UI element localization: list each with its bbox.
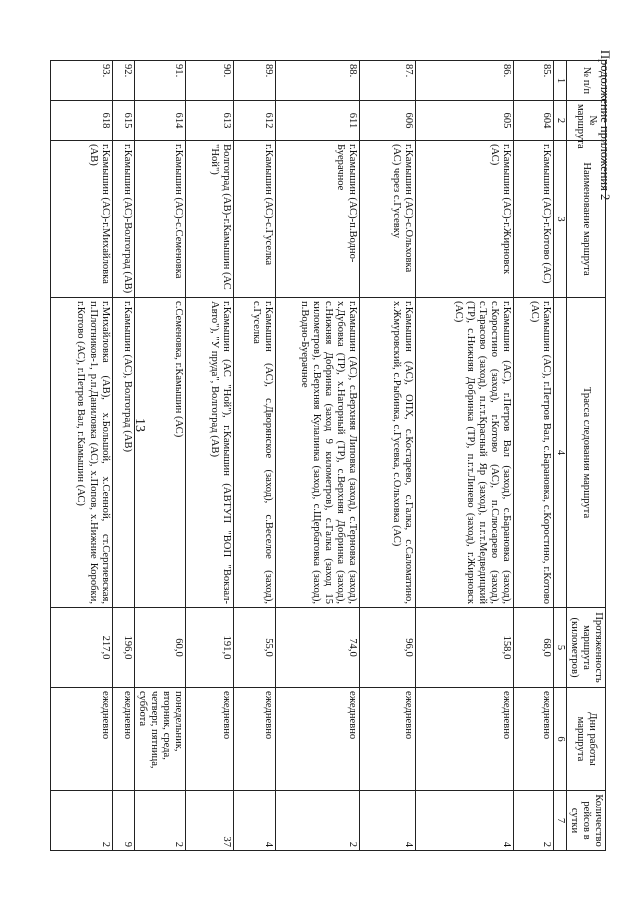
cell-trips: 9	[112, 791, 134, 851]
cell-days: ежедневно	[233, 688, 275, 791]
cell-path: г.Камышин (АС), с.Верхняя Липовка (заход), с.Терновка (заход), х.Дубовка (ТР), х.Нагорный (ТР), с.Верхняя Добринка (заход), с.Нижняя Добринка (заход 9 километров), с.Галка (заход 15 километров), с.Верхняя Кулалинка (заход), с.Щербатовка (заход), п.Водно-Буерачное	[275, 298, 359, 608]
cell-route: 606	[359, 101, 415, 141]
cell-days: ежедневно	[415, 688, 513, 791]
cell-n: 92.	[112, 61, 134, 101]
cell-path: г.Камышин (АС), ОПХ, с.Костарево, с.Галка, с.Саломатино, х.Жмуровский, с.Рыбинка, с.Гусевка, с.Ольховка (АС)	[359, 298, 415, 608]
cell-n: 87.	[359, 61, 415, 101]
rotated-table-container	[75, 60, 606, 850]
header-route: № маршрута	[566, 101, 605, 141]
cell-km: 158,0	[415, 608, 513, 688]
table-row	[112, 61, 134, 851]
cell-km: 60,0	[134, 608, 185, 688]
continuation-note: Продолжение приложения 2	[598, 50, 612, 201]
page-number: 13	[132, 418, 147, 432]
colnum-4: 4	[553, 298, 566, 608]
table-row	[50, 61, 112, 851]
table-row	[275, 61, 359, 851]
cell-days: ежедневно	[185, 688, 233, 791]
cell-trips: 4	[233, 791, 275, 851]
cell-trips: 2	[275, 791, 359, 851]
colnum-2: 2	[553, 101, 566, 141]
cell-n: 85.	[513, 61, 553, 101]
cell-route: 611	[275, 101, 359, 141]
cell-name: г.Камышин (АС)-г.Жирновск (АС)	[415, 141, 513, 298]
cell-route: 612	[233, 101, 275, 141]
cell-days: понедельник, вторник, среда, четверг, пятница, суббота	[134, 688, 185, 791]
table-row	[134, 61, 185, 851]
header-trips: Количество рейсов в сутки	[566, 791, 605, 851]
header-n: № п/п	[566, 61, 605, 101]
cell-name: г.Камышин (АС)-с.Ольховка (АС) через с.Гусевку	[359, 141, 415, 298]
routes-table	[50, 60, 606, 851]
cell-days: ежедневно	[112, 688, 134, 791]
colnum-7: 7	[553, 791, 566, 851]
cell-route: 604	[513, 101, 553, 141]
cell-name: г.Камышин (АС)-п.Водно-Буерачное	[275, 141, 359, 298]
cell-path: г.Камышин (АС "Ной"), г.Камышин (АВТУП "ВОП "Вокзал-Авто"), "У пруда", Волгоград (АВ)	[185, 298, 233, 608]
cell-name: г.Камышин (АС)-Волгоград (АВ)	[112, 141, 134, 298]
cell-n: 86.	[415, 61, 513, 101]
cell-name: Волгоград (АВ)-г.Камышин (АС "Ной")	[185, 141, 233, 298]
colnum-3: 3	[553, 141, 566, 298]
cell-trips: 37	[185, 791, 233, 851]
cell-trips: 4	[359, 791, 415, 851]
cell-path: г.Камышин (АС), г.Петров Вал, с.Барановка, с.Коростино, г.Котово (АС)	[513, 298, 553, 608]
header-name: Наименование маршрута	[566, 141, 605, 298]
cell-n: 91.	[134, 61, 185, 101]
cell-trips: 2	[513, 791, 553, 851]
cell-n: 90.	[185, 61, 233, 101]
table-row	[359, 61, 415, 851]
cell-days: ежедневно	[275, 688, 359, 791]
column-number-row	[553, 61, 566, 851]
cell-days: ежедневно	[513, 688, 553, 791]
colnum-6: 6	[553, 688, 566, 791]
cell-km: 74,0	[275, 608, 359, 688]
header-path: Трасса следования маршрута	[566, 298, 605, 608]
cell-trips: 4	[415, 791, 513, 851]
cell-name: г.Камышин (АС)-г.Михайловка (АВ)	[50, 141, 112, 298]
table-row	[233, 61, 275, 851]
cell-path: г.Камышин (АС), г.Петров Вал (заход), с.Барановка (заход), с.Коростино (заход), г.Котово (АС), п.Слюсарево (заход), с.Тарасово (заход), п.г.т.Красный Яр (заход), п.г.т.Медведицкий (ТР), с.Нижняя Добринка (ТР), п.г.т.Линево (заход), г.Жирновск (АС)	[415, 298, 513, 608]
cell-days: ежедневно	[50, 688, 112, 791]
cell-n: 89.	[233, 61, 275, 101]
colnum-1: 1	[553, 61, 566, 101]
cell-km: 191,0	[185, 608, 233, 688]
cell-n: 88.	[275, 61, 359, 101]
table-row	[185, 61, 233, 851]
cell-trips: 2	[134, 791, 185, 851]
cell-path: г.Михайловка (АВ), х.Большой, х.Сенной, ст.Сергиевская, п.Плотников-1, р.п.Даниловка (АС), х.Попов, х.Нижние Коробки, г.Котово (АС), г.Петров Вал, г.Камышин (АС)	[50, 298, 112, 608]
cell-name: г.Камышин (АС)-г.Котово (АС)	[513, 141, 553, 298]
cell-days: ежедневно	[359, 688, 415, 791]
cell-path: с.Семеновка, г.Камышин (АС)	[134, 298, 185, 608]
cell-km: 196,0	[112, 608, 134, 688]
cell-km: 96,0	[359, 608, 415, 688]
cell-route: 615	[112, 101, 134, 141]
colnum-5: 5	[553, 608, 566, 688]
cell-route: 605	[415, 101, 513, 141]
cell-n: 93.	[50, 61, 112, 101]
cell-route: 613	[185, 101, 233, 141]
table-row	[513, 61, 553, 851]
header-days: Дни работы маршрута	[566, 688, 605, 791]
cell-km: 68,0	[513, 608, 553, 688]
header-km: Протяженность маршрута (километров)	[566, 608, 605, 688]
cell-trips: 2	[50, 791, 112, 851]
cell-km: 217,0	[50, 608, 112, 688]
cell-route: 614	[134, 101, 185, 141]
cell-path: г.Камышин (АС), Волгоград (АВ)	[112, 298, 134, 608]
cell-name: г.Камышин (АС)-с.Гуселка	[233, 141, 275, 298]
cell-km: 55,0	[233, 608, 275, 688]
table-row	[415, 61, 513, 851]
cell-name: г.Камышин (АС)-с.Семеновка	[134, 141, 185, 298]
cell-route: 618	[50, 101, 112, 141]
header-row	[566, 61, 605, 851]
cell-path: г.Камышин (АС), с.Дворянское (заход), с.Веселое (заход), с.Гуселка	[233, 298, 275, 608]
